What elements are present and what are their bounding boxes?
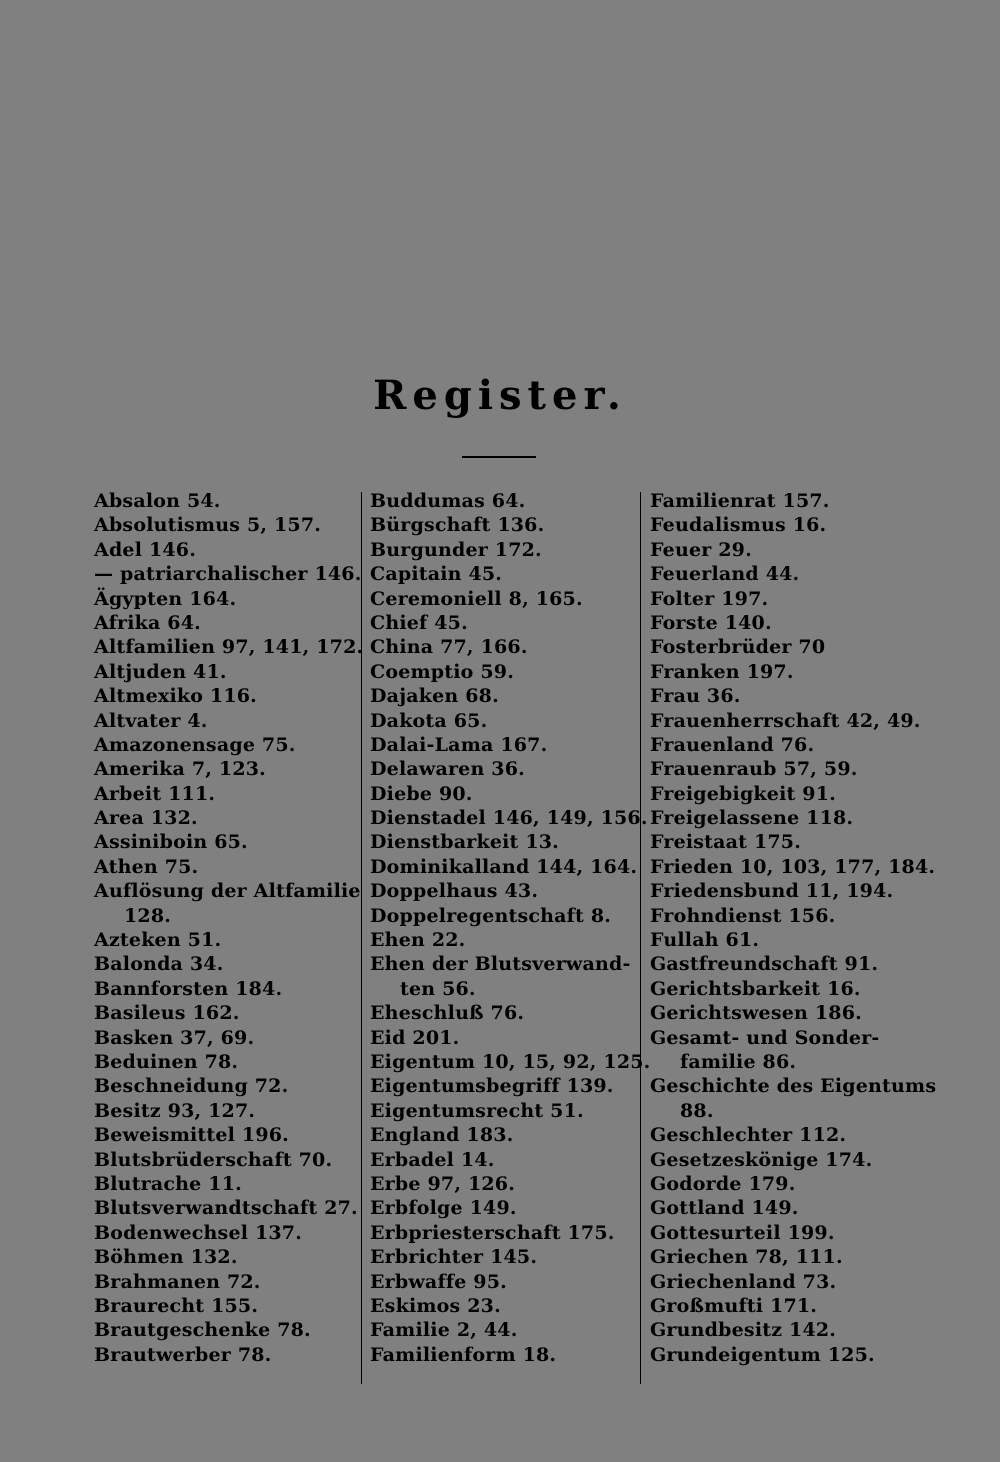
index-entry: Franken 197. [650, 660, 794, 683]
index-entry: Eskimos 23. [370, 1294, 501, 1317]
index-entry: Absolutismus 5, 157. [94, 514, 322, 537]
index-entry: Beduinen 78. [94, 1050, 239, 1073]
index-entry: Diebe 90. [370, 782, 473, 805]
index-entry: Grundbesitz 142. [650, 1319, 837, 1342]
index-entry: Ehen der Blutsverwand- [370, 953, 631, 976]
index-entry: Beweismittel 196. [94, 1124, 289, 1147]
index-entry: 88. [680, 1099, 714, 1122]
index-entry: Gottesurteil 199. [650, 1221, 835, 1244]
index-entry: familie 86. [680, 1050, 797, 1073]
index-entry: Folter 197. [650, 587, 769, 610]
title-rule [462, 456, 536, 458]
index-entry: Athen 75. [94, 855, 199, 878]
index-entry: Dominikalland 144, 164. [370, 855, 638, 878]
index-entry: Ehen 22. [370, 929, 466, 952]
index-entry: Eid 201. [370, 1026, 460, 1049]
index-entry: Feuerland 44. [650, 563, 800, 586]
index-entry: England 183. [370, 1124, 514, 1147]
index-entry: Dienstadel 146, 149, 156. [370, 807, 648, 830]
index-entry: Blutrache 11. [94, 1172, 242, 1195]
index-entry: Erbpriesterschaft 175. [370, 1221, 615, 1244]
index-entry: ten 56. [400, 977, 476, 1000]
index-entry: Altjuden 41. [94, 660, 227, 683]
index-entry: Altfamilien 97, 141, 172. [94, 636, 364, 659]
column-divider [361, 492, 362, 1384]
index-entry: Familienform 18. [370, 1343, 557, 1366]
index-entry: Besitz 93, 127. [94, 1099, 256, 1122]
index-entry: Frauenraub 57, 59. [650, 758, 858, 781]
index-entry: Frohndienst 156. [650, 904, 836, 927]
index-entry: Gesetzeskönige 174. [650, 1148, 873, 1171]
index-entry: Basileus 162. [94, 1002, 240, 1025]
index-entry: Familienrat 157. [650, 490, 830, 512]
index-entry: Dakota 65. [370, 709, 488, 732]
index-entry: Geschlechter 112. [650, 1124, 847, 1147]
index-entry: Eigentum 10, 15, 92, 125. [370, 1050, 651, 1073]
index-entry: Doppelregentschaft 8. [370, 904, 612, 927]
index-entry: Bodenwechsel 137. [94, 1221, 303, 1244]
index-column-2 [370, 489, 651, 1367]
index-entry: Dienstbarkeit 13. [370, 831, 559, 854]
index-entry: Altvater 4. [94, 709, 208, 732]
index-entry: Forste 140. [650, 611, 772, 634]
index-entry: Großmufti 171. [650, 1294, 818, 1317]
index-entry: Braurecht 155. [94, 1294, 259, 1317]
index-entry: Gerichtswesen 186. [650, 1002, 862, 1025]
index-entry: Erbrichter 145. [370, 1246, 538, 1269]
index-entry: Böhmen 132. [94, 1246, 238, 1269]
index-entry: Area 132. [94, 807, 198, 830]
index-entry: Fosterbrüder 70 [650, 636, 826, 659]
index-entry: Coemptio 59. [370, 660, 515, 683]
index-entry: Bürgschaft 136. [370, 514, 545, 537]
index-entry: Amazonensage 75. [94, 733, 296, 756]
index-entry: Capitain 45. [370, 563, 503, 586]
index-entry: Eheschluß 76. [370, 1002, 525, 1025]
index-entry: Erbfolge 149. [370, 1197, 517, 1220]
index-entry: Altmexiko 116. [94, 685, 258, 708]
index-entry: Basken 37, 69. [94, 1026, 255, 1049]
index-entry: Eigentumsrecht 51. [370, 1099, 584, 1122]
index-entry: Eigentumsbegriff 139. [370, 1075, 614, 1098]
index-entry: Delawaren 36. [370, 758, 525, 781]
index-entry: Fullah 61. [650, 929, 760, 952]
column-divider [640, 492, 641, 1384]
index-entry: Adel 146. [94, 538, 197, 561]
index-entry: Ceremoniell 8, 165. [370, 587, 583, 610]
index-entry: Freistaat 175. [650, 831, 802, 854]
index-entry: Frauenland 76. [650, 733, 815, 756]
index-column-1 [94, 489, 364, 1367]
index-entry: Frauenherrschaft 42, 49. [650, 709, 921, 732]
index-entry: Auflösung der Altfamilie [94, 880, 361, 903]
index-entry: Gastfreundschaft 91. [650, 953, 879, 976]
index-entry: Ägypten 164. [94, 587, 237, 610]
index-entry: — patriarchalischer 146. [94, 563, 362, 586]
page-title: Register. [373, 372, 627, 419]
index-entry: Absalon 54. [94, 490, 221, 512]
index-entry: 128. [124, 904, 172, 927]
index-entry: Friedensbund 11, 194. [650, 880, 894, 903]
index-entry: Azteken 51. [94, 929, 222, 952]
index-entry: Godorde 179. [650, 1172, 796, 1195]
index-entry: Feudalismus 16. [650, 514, 827, 537]
index-entry: Familie 2, 44. [370, 1319, 518, 1342]
index-entry: Erbadel 14. [370, 1148, 495, 1171]
index-entry: Brahmanen 72. [94, 1270, 261, 1293]
index-entry: Gerichtsbarkeit 16. [650, 977, 861, 1000]
index-entry: Frieden 10, 103, 177, 184. [650, 855, 936, 878]
index-entry: Bannforsten 184. [94, 977, 283, 1000]
index-entry: Feuer 29. [650, 538, 752, 561]
index-entry: Burgunder 172. [370, 538, 542, 561]
index-entry: Beschneidung 72. [94, 1075, 289, 1098]
index-entry: Brautwerber 78. [94, 1343, 272, 1366]
index-entry: Gesamt- und Sonder- [650, 1026, 880, 1049]
index-entry: Amerika 7, 123. [94, 758, 266, 781]
index-entry: Freigebigkeit 91. [650, 782, 836, 805]
index-entry: Buddumas 64. [370, 490, 526, 512]
index-entry: Frau 36. [650, 685, 741, 708]
index-entry: Blutsbrüderschaft 70. [94, 1148, 333, 1171]
index-entry: Balonda 34. [94, 953, 224, 976]
index-entry: China 77, 166. [370, 636, 528, 659]
index-entry: Brautgeschenke 78. [94, 1319, 311, 1342]
index-entry: Freigelassene 118. [650, 807, 854, 830]
index-entry: Griechen 78, 111. [650, 1246, 843, 1269]
index-entry: Erbe 97, 126. [370, 1172, 516, 1195]
index-entry: Assiniboin 65. [94, 831, 248, 854]
index-entry: Blutsverwandtschaft 27. [94, 1197, 358, 1220]
index-entry: Griechenland 73. [650, 1270, 837, 1293]
index-entry: Dalai-Lama 167. [370, 733, 548, 756]
index-entry: Erbwaffe 95. [370, 1270, 507, 1293]
index-entry: Chief 45. [370, 611, 468, 634]
index-entry: Afrika 64. [94, 611, 201, 634]
index-entry: Dajaken 68. [370, 685, 499, 708]
index-entry: Grundeigentum 125. [650, 1343, 875, 1366]
index-entry: Arbeit 111. [94, 782, 216, 805]
index-entry: Gottland 149. [650, 1197, 799, 1220]
index-entry: Geschichte des Eigentums [650, 1075, 937, 1098]
index-entry: Doppelhaus 43. [370, 880, 539, 903]
index-column-3 [650, 489, 950, 1367]
